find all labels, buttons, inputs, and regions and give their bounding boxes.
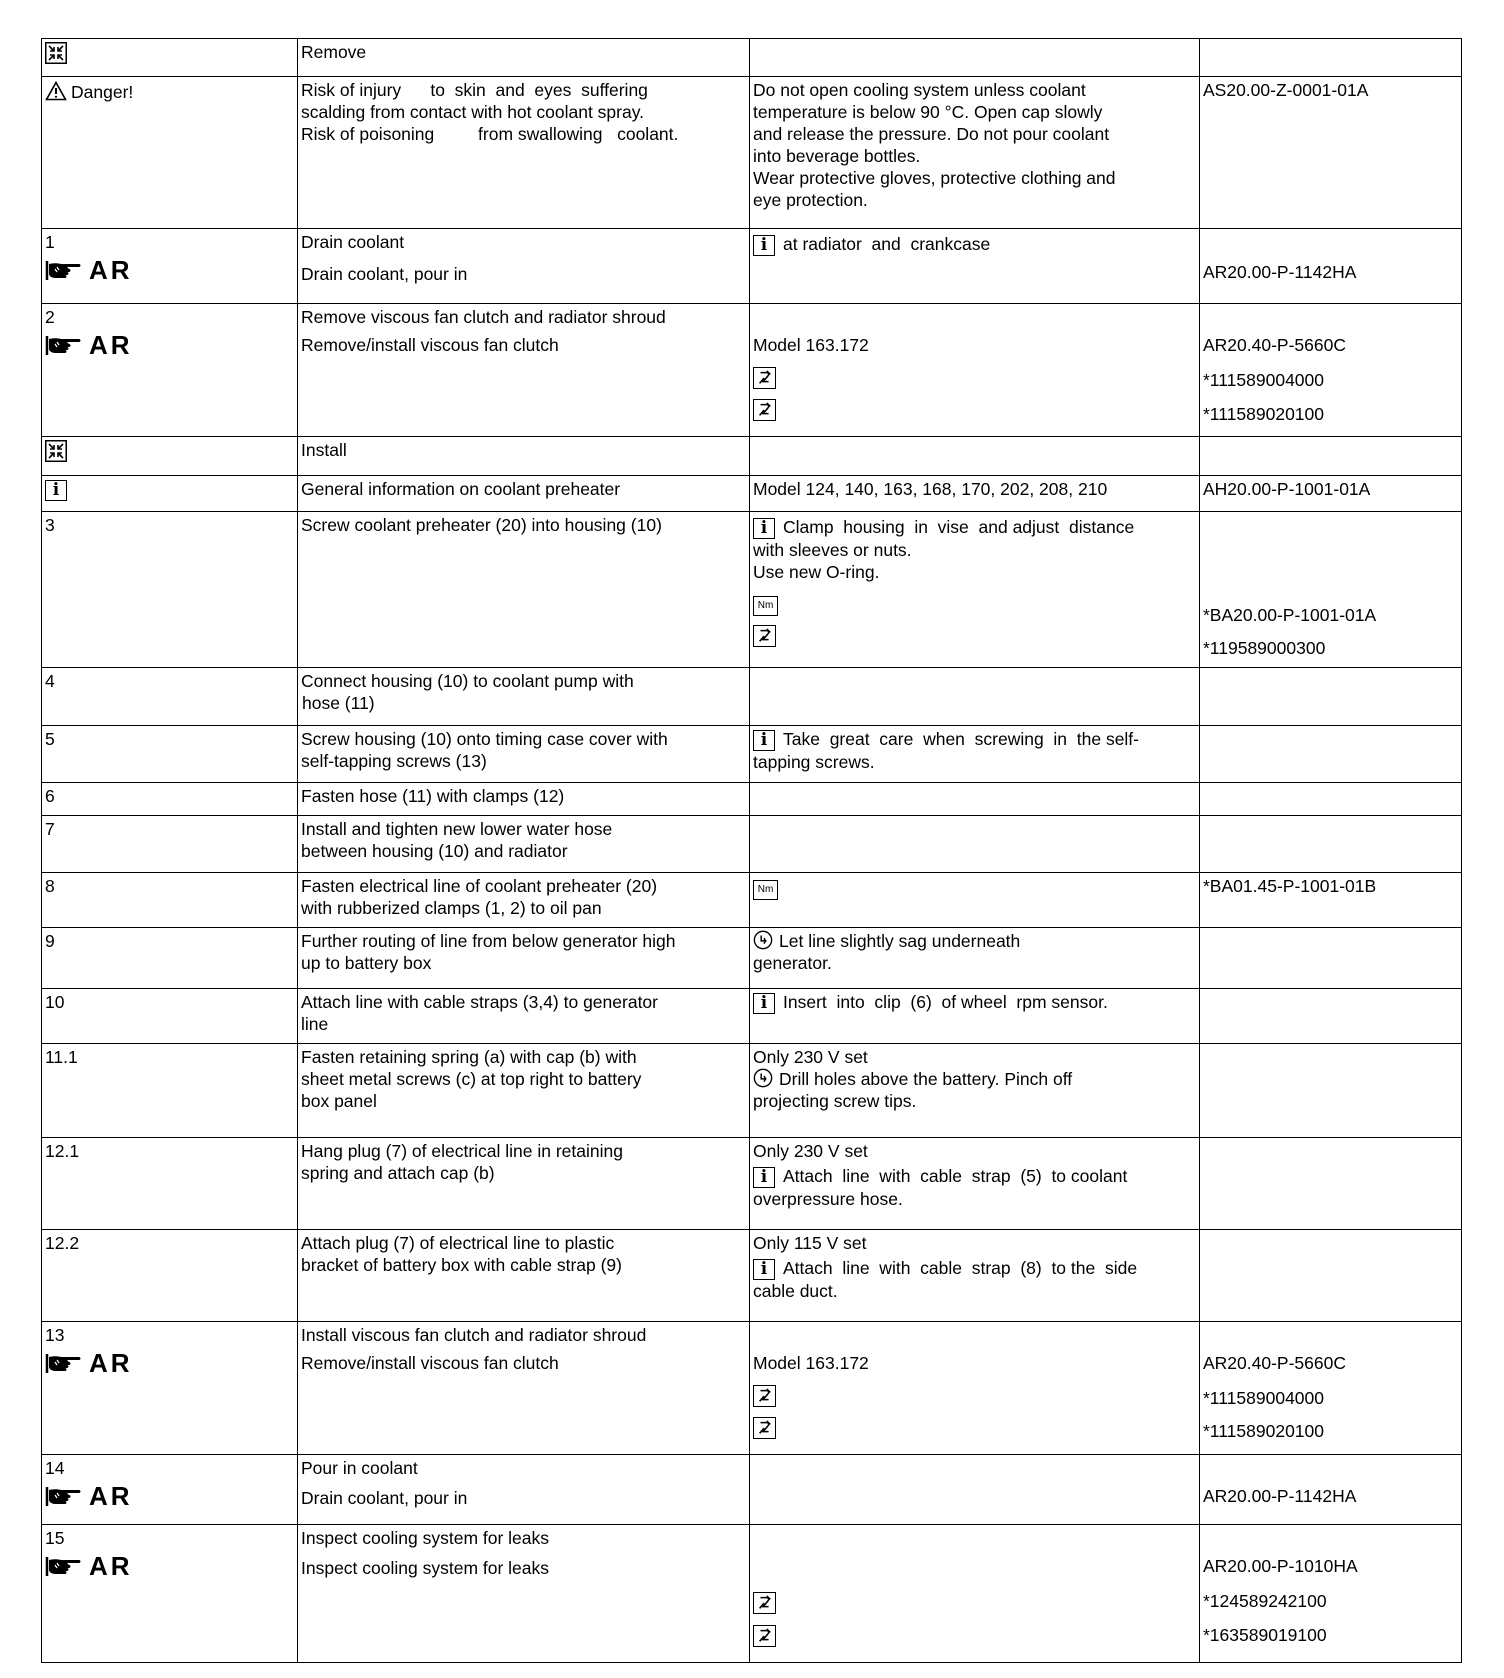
- table-row: [42, 873, 1462, 928]
- special-tool-icon: [753, 625, 776, 647]
- step-title: Hang plug (7) of electrical line in retaining: [301, 1141, 623, 1161]
- ar-link-label[interactable]: Drain coolant, pour in: [301, 264, 468, 284]
- table-row: [42, 816, 1462, 873]
- step-note: Insert into clip (6) of wheel rpm sensor.: [783, 992, 1108, 1012]
- tool-number[interactable]: *111589004000: [1203, 1388, 1325, 1408]
- ar-link[interactable]: AR: [89, 1348, 133, 1378]
- pointing-hand-icon: [45, 1484, 83, 1508]
- table-row: [42, 39, 1462, 77]
- step-title: bracket of battery box with cable strap (9): [301, 1255, 622, 1275]
- ar-link[interactable]: AR: [89, 255, 133, 285]
- special-tool-icon: [753, 1417, 776, 1439]
- ar-link-label[interactable]: Drain coolant, pour in: [301, 1488, 468, 1508]
- tool-number[interactable]: *124589242100: [1203, 1591, 1327, 1611]
- danger-title: Danger!: [71, 82, 134, 102]
- warning-triangle-icon: [45, 81, 67, 101]
- step-number: 12.1: [45, 1141, 80, 1161]
- tool-number[interactable]: *111589020100: [1203, 1421, 1325, 1441]
- step-number: 7: [45, 819, 55, 839]
- special-tool-icon: [753, 367, 776, 389]
- model-list: Model 124, 140, 163, 168, 170, 202, 208, 210: [753, 479, 1108, 499]
- measure-line: eye protection.: [753, 190, 868, 210]
- info-icon: i: [753, 1167, 775, 1188]
- table-row: [42, 668, 1462, 726]
- measure-line: and release the pressure. Do not pour coolant: [753, 124, 1110, 144]
- step-number: 2: [45, 307, 55, 327]
- step-note: Clamp housing in vise and adjust distance: [783, 517, 1135, 537]
- special-tool-icon: [753, 399, 776, 421]
- section-label: Install: [301, 440, 347, 460]
- table-row: [42, 1230, 1462, 1322]
- step-title: between housing (10) and radiator: [301, 841, 568, 861]
- table-row: [42, 726, 1462, 783]
- ar-link[interactable]: AR: [89, 1551, 133, 1581]
- step-number: 9: [45, 931, 55, 951]
- remove-install-icon: [45, 440, 67, 462]
- section-label: Remove: [301, 42, 367, 62]
- step-title: Inspect cooling system for leaks: [301, 1528, 550, 1548]
- measure-line: Do not open cooling system unless coolant: [753, 80, 1086, 100]
- info-icon: i: [753, 235, 775, 256]
- step-number: 15: [45, 1528, 65, 1548]
- nm-torque-icon: Nm: [753, 880, 778, 900]
- step-number: 3: [45, 515, 55, 535]
- step-note: at radiator and crankcase: [783, 234, 991, 254]
- table-row: [42, 1138, 1462, 1230]
- step-title: with rubberized clamps (1, 2) to oil pan: [301, 898, 602, 918]
- step-number: 8: [45, 876, 55, 896]
- step-title: Remove viscous fan clutch and radiator shroud: [301, 307, 666, 327]
- voltage-set: Only 230 V set: [753, 1047, 868, 1067]
- step-note: with sleeves or nuts.: [753, 539, 912, 560]
- step-title: Install viscous fan clutch and radiator shroud: [301, 1325, 647, 1345]
- torque-reference[interactable]: *BA20.00-P-1001-01A: [1203, 605, 1377, 625]
- step-number: 6: [45, 786, 55, 806]
- tool-number[interactable]: *111589004000: [1203, 370, 1325, 390]
- voltage-set: Only 115 V set: [753, 1233, 867, 1253]
- step-note: overpressure hose.: [753, 1188, 903, 1209]
- table-row: [42, 476, 1462, 512]
- step-title: Attach line with cable straps (3,4) to generator: [301, 992, 658, 1012]
- table-row: [42, 1044, 1462, 1138]
- step-note: generator.: [753, 953, 832, 973]
- model-label: Model 163.172: [753, 1353, 869, 1373]
- remove-install-icon: [45, 42, 67, 64]
- table-row: [42, 1525, 1462, 1663]
- step-title: Drain coolant: [301, 232, 405, 252]
- step-number: 14: [45, 1458, 65, 1478]
- document-reference[interactable]: AH20.00-P-1001-01A: [1203, 479, 1371, 499]
- document-reference[interactable]: AR20.40-P-5660C: [1203, 335, 1346, 355]
- step-title: Screw housing (10) onto timing case cover with: [301, 729, 668, 749]
- info-icon: i: [753, 993, 775, 1014]
- document-reference[interactable]: AR20.00-P-1010HA: [1203, 1556, 1358, 1576]
- step-title: Fasten electrical line of coolant preheater (20): [301, 876, 658, 896]
- special-tool-icon: [753, 1385, 776, 1407]
- step-title: line: [301, 1014, 329, 1034]
- step-title: spring and attach cap (b): [301, 1163, 495, 1183]
- step-title: Fasten hose (11) with clamps (12): [301, 786, 565, 806]
- step-title: up to battery box: [301, 953, 432, 973]
- torque-reference[interactable]: *BA01.45-P-1001-01B: [1203, 876, 1377, 896]
- voltage-set: Only 230 V set: [753, 1141, 868, 1161]
- step-note: cable duct.: [753, 1280, 838, 1301]
- measure-line: into beverage bottles.: [753, 146, 921, 166]
- tool-number[interactable]: *111589020100: [1203, 404, 1325, 424]
- special-tool-icon: [753, 1592, 776, 1614]
- info-label: General information on coolant preheater: [301, 479, 621, 499]
- info-icon: i: [753, 730, 775, 751]
- special-tool-icon: [753, 1625, 776, 1647]
- table-row: [42, 77, 1462, 229]
- nm-torque-icon: Nm: [753, 596, 778, 616]
- ar-link[interactable]: AR: [89, 330, 133, 360]
- step-number: 13: [45, 1325, 65, 1345]
- step-title: box panel: [301, 1091, 377, 1111]
- pointing-hand-icon: [45, 1351, 83, 1375]
- step-title: Pour in coolant: [301, 1458, 418, 1478]
- table-row: [42, 437, 1462, 476]
- step-note: Use new O-ring.: [753, 561, 880, 582]
- step-title: Screw coolant preheater (20) into housing (10): [301, 515, 662, 535]
- risk-line: scalding from contact with hot coolant spray.: [301, 102, 645, 122]
- risk-line: Risk of injury to skin and eyes suffering: [301, 80, 648, 100]
- table-row: [42, 229, 1462, 304]
- step-number: 1: [45, 232, 55, 252]
- table-row: [42, 304, 1462, 437]
- ar-link[interactable]: AR: [89, 1481, 133, 1511]
- document-reference[interactable]: AR20.40-P-5660C: [1203, 1353, 1346, 1373]
- step-title: hose (11): [302, 693, 375, 713]
- step-title: Connect housing (10) to coolant pump with: [301, 671, 634, 691]
- table-row: [42, 989, 1462, 1044]
- step-title: Attach plug (7) of electrical line to plastic: [301, 1233, 615, 1253]
- step-number: 11.1: [45, 1047, 78, 1067]
- ar-link-label[interactable]: Remove/install viscous fan clutch: [301, 1353, 559, 1373]
- step-note: Attach line with cable strap (5) to coolant: [783, 1166, 1128, 1186]
- table-row: [42, 512, 1462, 668]
- step-title: Further routing of line from below generator high: [301, 931, 676, 951]
- step-title: self-tapping screws (13): [301, 751, 487, 771]
- document-reference[interactable]: AR20.00-P-1142HA: [1203, 1486, 1357, 1506]
- step-title: Fasten retaining spring (a) with cap (b) with: [301, 1047, 637, 1067]
- pointing-hand-icon: [45, 1554, 83, 1578]
- tool-number[interactable]: *119589000300: [1203, 638, 1326, 658]
- note-clock-icon: [753, 1068, 773, 1088]
- step-number: 10: [45, 992, 65, 1012]
- ar-link-label[interactable]: Remove/install viscous fan clutch: [301, 335, 559, 355]
- step-note: Drill holes above the battery. Pinch off: [779, 1069, 1073, 1089]
- document-reference: AS20.00-Z-0001-01A: [1203, 80, 1369, 100]
- step-title: sheet metal screws (c) at top right to battery: [301, 1069, 642, 1089]
- step-number: 12.2: [45, 1233, 80, 1253]
- step-note: Take great care when screwing in the self-: [783, 729, 1139, 749]
- risk-line: Risk of poisoning from swallowing coolant.: [301, 124, 679, 144]
- step-number: 5: [45, 729, 55, 749]
- pointing-hand-icon: [45, 258, 83, 282]
- ar-link-label[interactable]: Inspect cooling system for leaks: [301, 1558, 550, 1578]
- document-reference[interactable]: AR20.00-P-1142HA: [1203, 262, 1357, 282]
- procedure-table: [41, 38, 1462, 1663]
- step-note: Let line slightly sag underneath: [779, 931, 1021, 951]
- info-icon: i: [45, 480, 67, 501]
- step-note: Attach line with cable strap (8) to the side: [783, 1258, 1138, 1278]
- table-row: [42, 1322, 1462, 1455]
- step-title: Install and tighten new lower water hose: [301, 819, 613, 839]
- table-row: [42, 928, 1462, 989]
- measure-line: temperature is below 90 °C. Open cap slowly: [753, 102, 1103, 122]
- model-label: Model 163.172: [753, 335, 869, 355]
- note-clock-icon: [753, 930, 773, 950]
- tool-number[interactable]: *163589019100: [1203, 1625, 1327, 1645]
- table-row: [42, 783, 1462, 816]
- step-number: 4: [45, 671, 55, 691]
- step-note: tapping screws.: [753, 751, 875, 772]
- pointing-hand-icon: [45, 333, 83, 357]
- info-icon: i: [753, 1259, 775, 1280]
- measure-line: Wear protective gloves, protective clothing and: [753, 168, 1116, 188]
- table-row: [42, 1455, 1462, 1525]
- info-icon: i: [753, 518, 775, 539]
- step-note: projecting screw tips.: [753, 1091, 917, 1111]
